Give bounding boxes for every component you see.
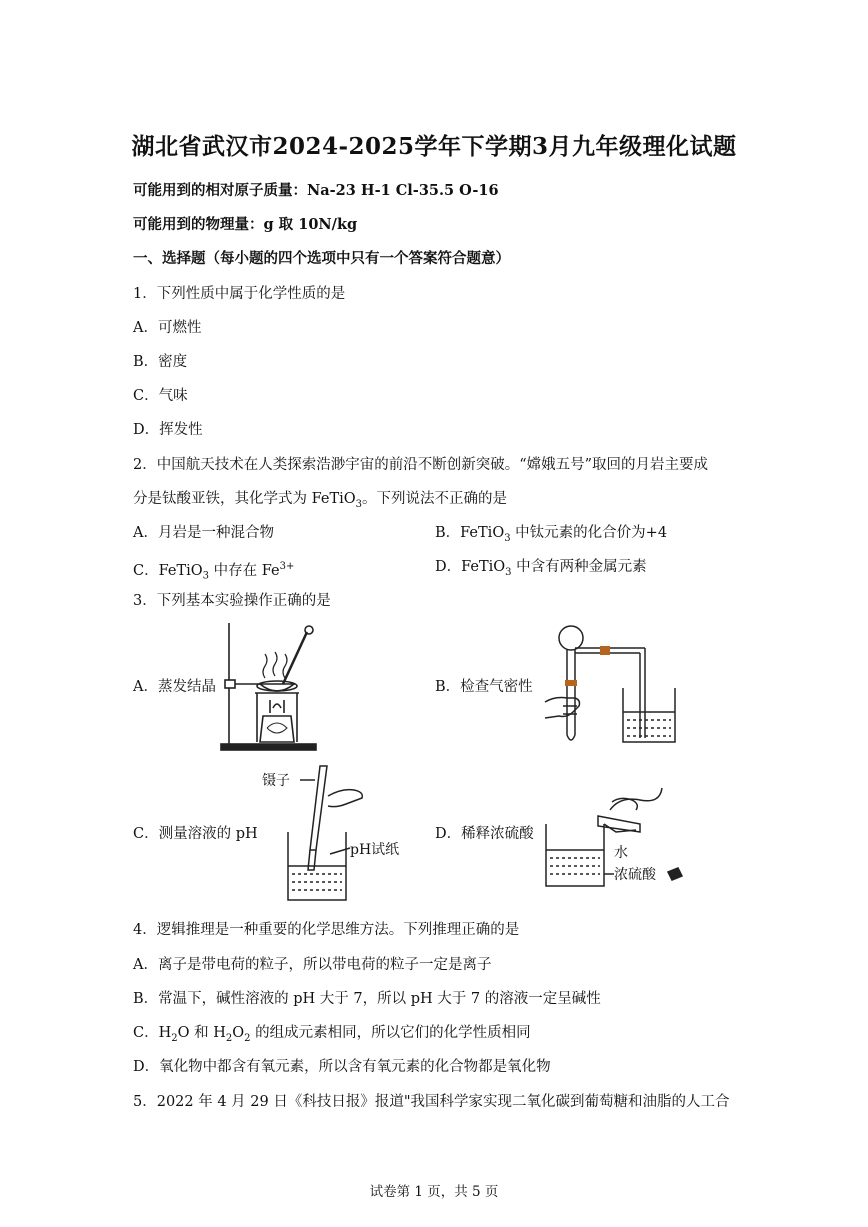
page-title: 湖北省武汉市2024-2025学年下学期3月九年级理化试题: [131, 133, 737, 160]
q4-option-a: A．离子是带电荷的粒子，所以带电荷的粒子一定是离子: [133, 957, 492, 973]
ph-paper-label: pH试纸: [350, 842, 400, 858]
acid-label: 浓硫酸: [614, 867, 656, 883]
q1-option-c: C．气味: [133, 388, 188, 404]
q2-stem-line1: 2．中国航天技术在人类探索浩渺宇宙的前沿不断创新突破。“嫦娥五号”取回的月岩主要成: [133, 457, 709, 473]
q1-option-d: D．挥发性: [133, 422, 203, 438]
tweezers-label: 镊子: [262, 773, 290, 789]
q1-option-a: A．可燃性: [133, 320, 202, 336]
q3-stem: 3．下列基本实验操作正确的是: [133, 593, 331, 609]
q3-option-a: A．蒸发结晶: [133, 679, 216, 695]
physics-note: 可能用到的物理量：g 取 10N/kg: [133, 216, 358, 233]
evaporation-figure: [215, 618, 325, 753]
q4-option-b: B．常温下，碱性溶液的 pH 大于 7，所以 pH 大于 7 的溶液一定呈碱性: [133, 991, 601, 1007]
q4-option-d: D．氧化物中都含有氧元素，所以含有氧元素的化合物都是氧化物: [133, 1059, 551, 1075]
q3-option-b: B．检查气密性: [435, 679, 533, 695]
section-heading: 一、选择题（每小题的四个选项中只有一个答案符合题意）: [133, 250, 510, 267]
q1-option-b: B．密度: [133, 354, 188, 370]
page-footer: 试卷第 1 页，共 5 页: [369, 1184, 499, 1200]
q2-stem-line2: 分是钛酸亚铁，其化学式为 FeTiO$_3$。下列说法不正确的是: [133, 491, 508, 510]
water-label: 水: [614, 845, 628, 861]
q5-stem: 5．2022 年 4 月 29 日《科技日报》报道"我国科学家实现二氧化碳到葡萄糖和油脂的人工合: [133, 1094, 730, 1110]
q3-option-d: D．稀释浓硫酸: [435, 826, 534, 842]
q2-option-c: C．FeTiO$_3$ 中存在 $Fe^{3+}$: [133, 561, 295, 582]
q4-stem: 4．逻辑推理是一种重要的化学思维方法。下列推理正确的是: [133, 922, 520, 938]
ph-measurement-figure: [280, 762, 380, 907]
q2-option-d: D．FeTiO$_3$ 中含有两种金属元素: [435, 559, 647, 578]
q2-option-a: A．月岩是一种混合物: [133, 525, 274, 541]
airtightness-figure: [535, 620, 685, 755]
q2-option-b: B．FeTiO$_3$ 中钛元素的化合价为+4: [435, 525, 668, 544]
q3-option-c: C．测量溶液的 pH: [133, 826, 258, 842]
atomic-mass-note: 可能用到的相对原子质量：Na-23 H-1 Cl-35.5 O-16: [133, 182, 499, 199]
q4-option-c: C．$H_2O$ 和 $H_2O_2$ 的组成元素相同，所以它们的化学性质相同: [133, 1025, 531, 1044]
dilution-figure: [540, 780, 690, 895]
q1-stem: 1．下列性质中属于化学性质的是: [133, 286, 346, 302]
